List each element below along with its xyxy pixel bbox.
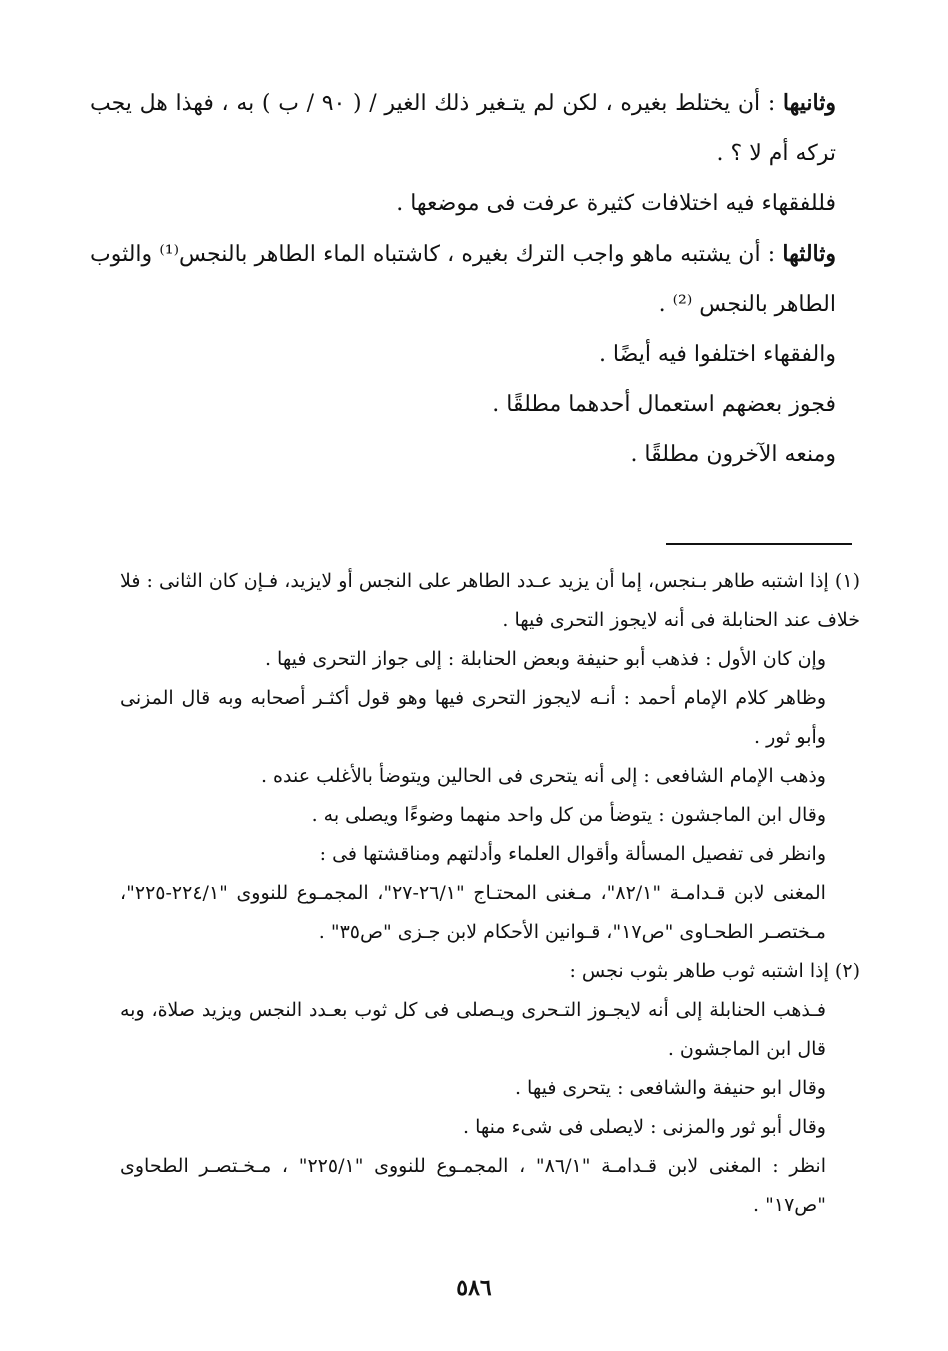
paragraph-second: [90, 78, 858, 179]
footnote-2-line: (٢) إذا اشتبه ثوب طاهر بثوب نجس :: [569, 960, 860, 982]
paragraph-jurists-differences: فللفقهاء فيه اختلافات كثيرة عرفت فى موضعها .: [396, 191, 836, 216]
footnote-2-line: وقال أبو ثور والمزنى : لايصلى فى شىء منها .: [463, 1116, 826, 1138]
footnote-1-line: وذهب الإمام الشافعى : إلى أنه يتحرى فى الحالين ويتوضأ بالأغلب عنده .: [260, 765, 826, 787]
footnote-1-line: وظاهر كلام الإمام أحمد : أنـه لايجوز التحرى فيها وهو قول أكثـر أصحابه وبه قال المزنى وأبو ثور .: [120, 687, 826, 748]
paragraph-some-permitted: فجوز بعضهم استعمال أحدهما مطلقًا .: [492, 392, 836, 417]
paragraph-text: : أن يشتبه ماهو واجب الترك بغيره ، كاشتباه الماء الطاهر بالنجس⁽¹⁾ والثوب الطاهر بالنجس ⁽²⁾ .: [90, 242, 836, 317]
paragraph-text: : أن يختلط بغيره ، لكن لم يتـغير ذلك الغير / ( ٩٠ / ب ) به ، فهذا هل يجب تركه أم لا ؟ .: [90, 91, 836, 166]
footnote-1-line: (١) إذا اشتبه طاهر بـنجس، إما أن يزيد عـدد الطاهر على النجس أو لايزيد، فـإن كان الثانى : فلا خلاف عند الحنابلة فى أنه لايجوز التحرى فيها .: [120, 570, 860, 631]
paragraph-lead: وثانيها: [782, 90, 836, 116]
footnote-2-line: انظر : المغنى لابن قـدامـة "٨٦/١" ، المجمـوع للنووى "٢٢٥/١" ، مـخـتصـر الطحاوى "ص١٧" .: [120, 1155, 826, 1216]
main-text: [90, 78, 858, 480]
paragraph-others-forbade: ومنعه الآخرون مطلقًا .: [630, 442, 836, 467]
footnote-1-line: وقال ابن الماجشون : يتوضأ من كل واحد منهما وضوءًا ويصلى به .: [311, 804, 826, 826]
footnote-1-line: وإن كان الأول : فذهب أبو حنيفة وبعض الحنابلة : إلى جواز التحرى فيها .: [264, 648, 826, 670]
footnote-divider: [666, 543, 852, 545]
footnote-2-line: وقال ابو حنيفة والشافعى : يتحرى فيها .: [514, 1077, 826, 1099]
paragraph-jurists-differed: والفقهاء اختلفوا فيه أيضًا .: [598, 342, 836, 367]
footnote-1-line: المغنى لابن قـدامـة "٨٢/١"، مـغنى المحتـاج "٢٦/١-٢٧"، المجمـوع للنووى "٢٢٤/١-٢٢٥"، مـختصـر الطحـاوى "ص١٧"، قـوانين الأحكام لابن جـزى "ص٣٥" .: [120, 882, 826, 943]
paragraph-third: [90, 229, 858, 330]
footnotes: [120, 562, 860, 1225]
page-number: ٥٨٦: [456, 1275, 492, 1301]
paragraph-lead: وثالثها: [782, 241, 836, 267]
footnote-1-line: وانظر فى تفصيل المسألة وأقوال العلماء وأدلتهم ومناقشتها فى :: [319, 843, 826, 865]
footnote-2-line: فـذهب الحنابلة إلى أنه لايجـوز التـحرى ويـصلى فى كل ثوب بعـدد النجس ويزيد صلاة، وبه قال ابن الماجشون .: [120, 999, 826, 1060]
